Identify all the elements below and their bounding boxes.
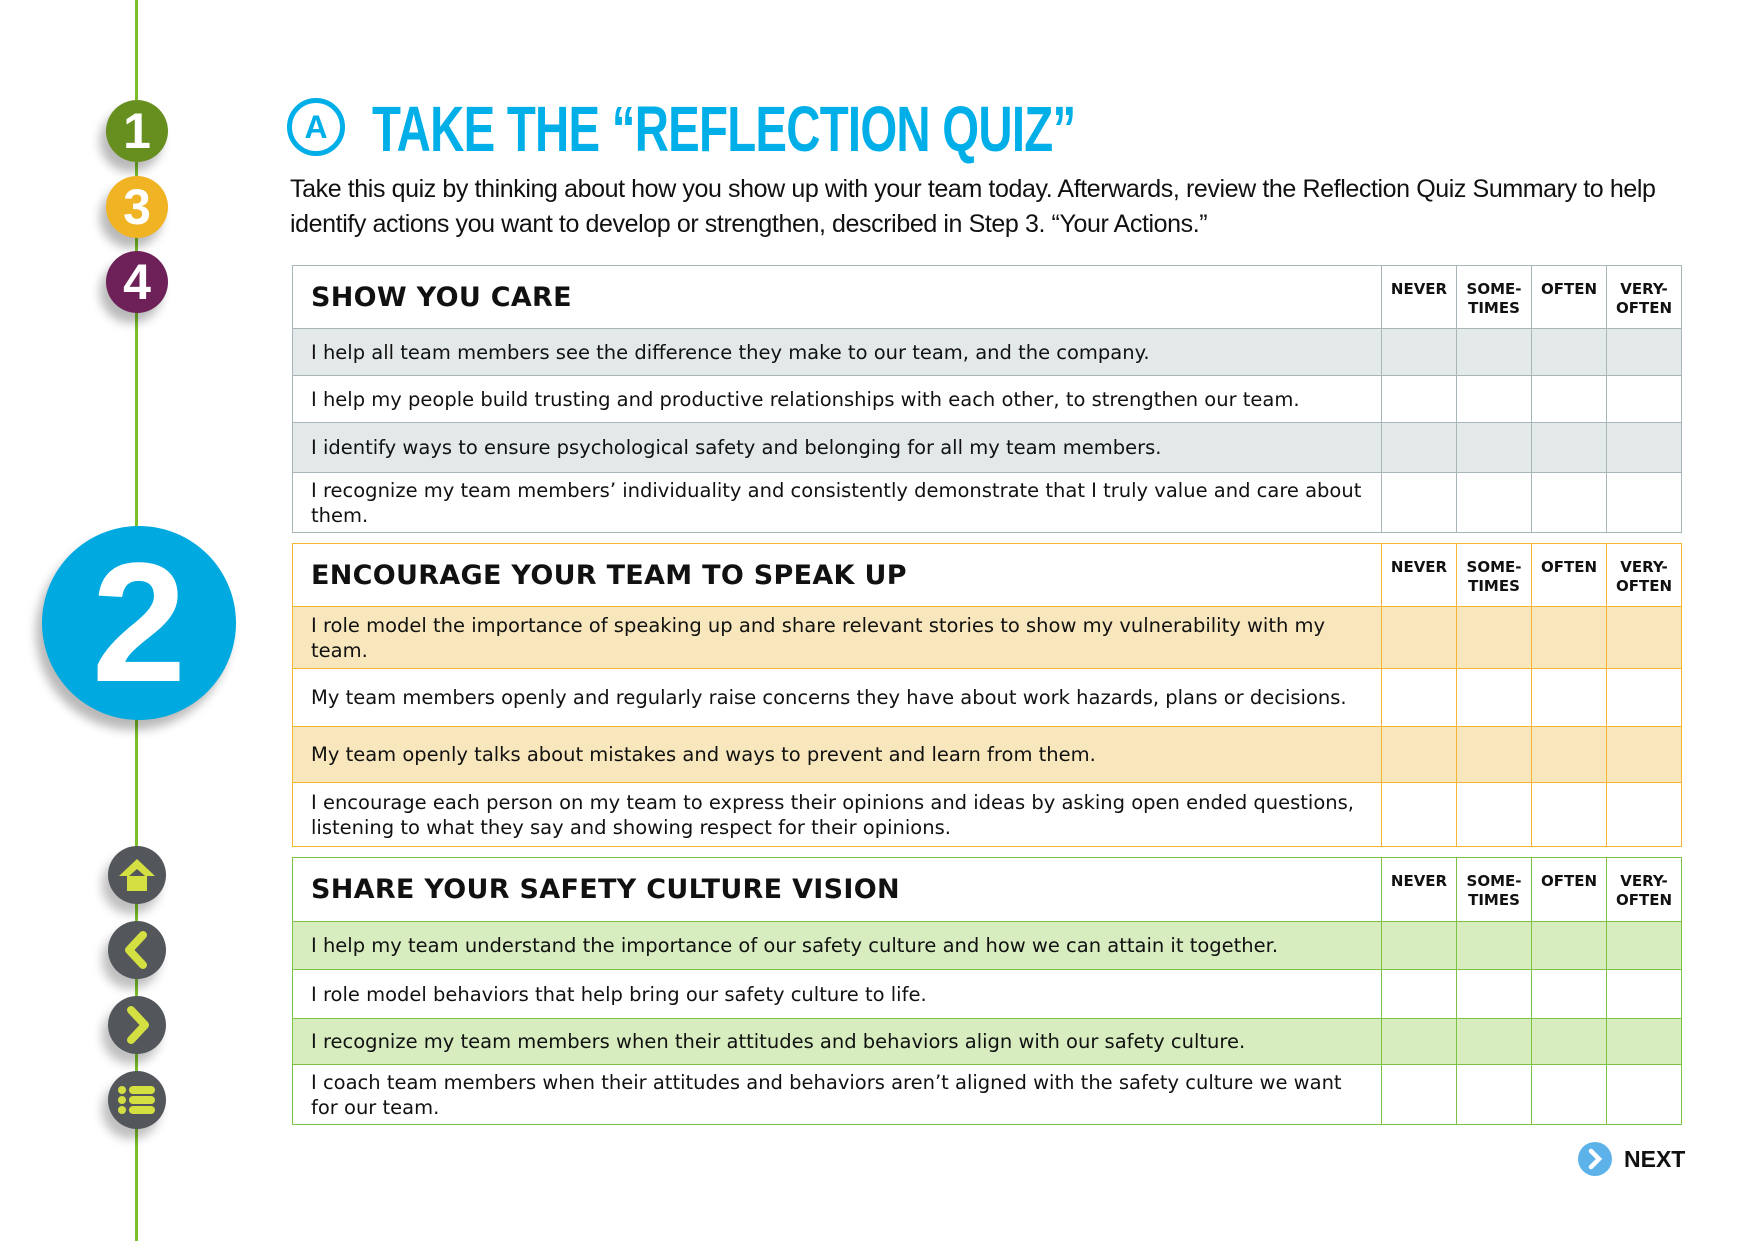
answer-sometimes-cell[interactable] xyxy=(1456,329,1531,375)
answer-never-cell[interactable] xyxy=(1381,1019,1456,1064)
answer-often-cell[interactable] xyxy=(1531,783,1606,846)
answer-often-cell[interactable] xyxy=(1531,970,1606,1018)
answer-never-cell[interactable] xyxy=(1381,329,1456,375)
column-header: VERY- OFTEN xyxy=(1606,266,1681,328)
answer-never-cell[interactable] xyxy=(1381,669,1456,726)
answer-never-cell[interactable] xyxy=(1381,922,1456,969)
answer-never-cell[interactable] xyxy=(1381,727,1456,782)
quiz-statement: I coach team members when their attitudes and behaviors aren’t aligned with the safety culture we want for our team. xyxy=(311,1070,1342,1119)
answer-never-cell[interactable] xyxy=(1381,783,1456,846)
section-header xyxy=(293,266,1681,328)
forward-button[interactable] xyxy=(108,996,166,1054)
quiz-statement: My team members openly and regularly raise concerns they have about work hazards, plans or decisions. xyxy=(311,686,1347,709)
back-button[interactable] xyxy=(108,921,166,979)
answer-never-cell[interactable] xyxy=(1381,423,1456,472)
answer-never-cell[interactable] xyxy=(1381,473,1456,532)
answer-very-often-cell[interactable] xyxy=(1606,922,1681,969)
quiz-row xyxy=(293,606,1681,668)
forward-icon xyxy=(119,1005,155,1045)
section-heading: ENCOURAGE YOUR TEAM TO SPEAK UP xyxy=(311,559,907,591)
answer-very-often-cell[interactable] xyxy=(1606,1019,1681,1064)
answer-very-often-cell[interactable] xyxy=(1606,329,1681,375)
answer-very-often-cell[interactable] xyxy=(1606,473,1681,532)
quiz-row xyxy=(293,921,1681,969)
step-4-button[interactable]: 4 xyxy=(106,251,168,313)
answer-often-cell[interactable] xyxy=(1531,1019,1606,1064)
answer-sometimes-cell[interactable] xyxy=(1456,970,1531,1018)
column-header: OFTEN xyxy=(1531,858,1606,921)
column-header: OFTEN xyxy=(1531,544,1606,606)
quiz-row xyxy=(293,969,1681,1018)
answer-very-often-cell[interactable] xyxy=(1606,1065,1681,1124)
quiz-row xyxy=(293,422,1681,472)
answer-sometimes-cell[interactable] xyxy=(1456,727,1531,782)
answer-often-cell[interactable] xyxy=(1531,922,1606,969)
section-safety-vision xyxy=(292,857,1682,1125)
answer-never-cell[interactable] xyxy=(1381,1065,1456,1124)
quiz-statement: I recognize my team members’ individuality and consistently demonstrate that I truly value and care about them. xyxy=(311,478,1362,527)
answer-often-cell[interactable] xyxy=(1531,329,1606,375)
next-button[interactable] xyxy=(1578,1142,1685,1176)
back-icon xyxy=(119,930,155,970)
next-label: NEXT xyxy=(1624,1145,1686,1172)
answer-often-cell[interactable] xyxy=(1531,607,1606,668)
column-header: VERY- OFTEN xyxy=(1606,544,1681,606)
quiz-row xyxy=(293,1064,1681,1124)
answer-often-cell[interactable] xyxy=(1531,376,1606,422)
step-1-button[interactable]: 1 xyxy=(106,100,168,162)
column-header: NEVER xyxy=(1381,544,1456,606)
section-speak-up xyxy=(292,543,1682,847)
quiz-statement: I help all team members see the difference they make to our team, and the company. xyxy=(311,340,1150,364)
quiz-row xyxy=(293,328,1681,375)
section-a-badge: A xyxy=(287,98,345,156)
section-heading: SHOW YOU CARE xyxy=(311,281,572,313)
answer-never-cell[interactable] xyxy=(1381,970,1456,1018)
step-2-current: 2 xyxy=(42,526,236,720)
answer-often-cell[interactable] xyxy=(1531,1065,1606,1124)
answer-very-often-cell[interactable] xyxy=(1606,423,1681,472)
step-3-button[interactable]: 3 xyxy=(106,176,168,238)
column-header: NEVER xyxy=(1381,858,1456,921)
home-icon xyxy=(117,857,157,893)
answer-never-cell[interactable] xyxy=(1381,376,1456,422)
answer-sometimes-cell[interactable] xyxy=(1456,376,1531,422)
answer-sometimes-cell[interactable] xyxy=(1456,473,1531,532)
answer-often-cell[interactable] xyxy=(1531,423,1606,472)
answer-never-cell[interactable] xyxy=(1381,607,1456,668)
quiz-statement: I recognize my team members when their attitudes and behaviors align with our safety culture. xyxy=(311,1030,1246,1053)
column-header: SOME- TIMES xyxy=(1456,544,1531,606)
column-header: VERY- OFTEN xyxy=(1606,858,1681,921)
column-header: SOME- TIMES xyxy=(1456,266,1531,328)
quiz-statement: I help my team understand the importance of our safety culture and how we can attain it together. xyxy=(311,934,1279,957)
quiz-row xyxy=(293,782,1681,846)
column-header: SOME- TIMES xyxy=(1456,858,1531,921)
menu-button[interactable] xyxy=(108,1071,166,1129)
menu-list-icon xyxy=(117,1085,157,1115)
answer-sometimes-cell[interactable] xyxy=(1456,922,1531,969)
answer-often-cell[interactable] xyxy=(1531,727,1606,782)
quiz-row xyxy=(293,472,1681,532)
answer-sometimes-cell[interactable] xyxy=(1456,423,1531,472)
answer-often-cell[interactable] xyxy=(1531,473,1606,532)
answer-sometimes-cell[interactable] xyxy=(1456,669,1531,726)
quiz-row xyxy=(293,375,1681,422)
answer-sometimes-cell[interactable] xyxy=(1456,1019,1531,1064)
quiz-statement: My team openly talks about mistakes and ways to prevent and learn from them. xyxy=(311,743,1096,766)
quiz-statement: I identify ways to ensure psychological safety and belonging for all my team members. xyxy=(311,436,1162,459)
answer-very-often-cell[interactable] xyxy=(1606,669,1681,726)
quiz-row xyxy=(293,668,1681,726)
section-header xyxy=(293,544,1681,606)
quiz-row xyxy=(293,1018,1681,1064)
section-show-you-care xyxy=(292,265,1682,533)
answer-sometimes-cell[interactable] xyxy=(1456,607,1531,668)
answer-very-often-cell[interactable] xyxy=(1606,376,1681,422)
column-header: NEVER xyxy=(1381,266,1456,328)
quiz-statement: I role model behaviors that help bring our safety culture to life. xyxy=(311,982,927,1006)
next-arrow-icon xyxy=(1578,1142,1612,1176)
answer-sometimes-cell[interactable] xyxy=(1456,1065,1531,1124)
answer-sometimes-cell[interactable] xyxy=(1456,783,1531,846)
answer-very-often-cell[interactable] xyxy=(1606,783,1681,846)
intro-text: Take this quiz by thinking about how you show up with your team today. Afterwards, review the Reflection Quiz Summary to help identify actions you want to develop or strengthen, described in Step 3. “Your Actions.” xyxy=(290,175,1656,238)
quiz-statement: I help my people build trusting and productive relationships with each other, to strengthen our team. xyxy=(311,387,1300,411)
answer-very-often-cell[interactable] xyxy=(1606,607,1681,668)
home-button[interactable] xyxy=(108,846,166,904)
section-heading: SHARE YOUR SAFETY CULTURE VISION xyxy=(311,874,900,905)
column-header: OFTEN xyxy=(1531,266,1606,328)
page-title: TAKE THE “REFLECTION QUIZ” xyxy=(372,93,1076,165)
answer-very-often-cell[interactable] xyxy=(1606,727,1681,782)
answer-very-often-cell[interactable] xyxy=(1606,970,1681,1018)
answer-often-cell[interactable] xyxy=(1531,669,1606,726)
quiz-row xyxy=(293,726,1681,782)
quiz-statement: I role model the importance of speaking up and share relevant stories to show my vulnerability with my team. xyxy=(311,613,1326,662)
quiz-statement: I encourage each person on my team to express their opinions and ideas by asking open ended questions, listening to what they say and showing respect for their opinions. xyxy=(311,790,1354,839)
section-header xyxy=(293,858,1681,921)
